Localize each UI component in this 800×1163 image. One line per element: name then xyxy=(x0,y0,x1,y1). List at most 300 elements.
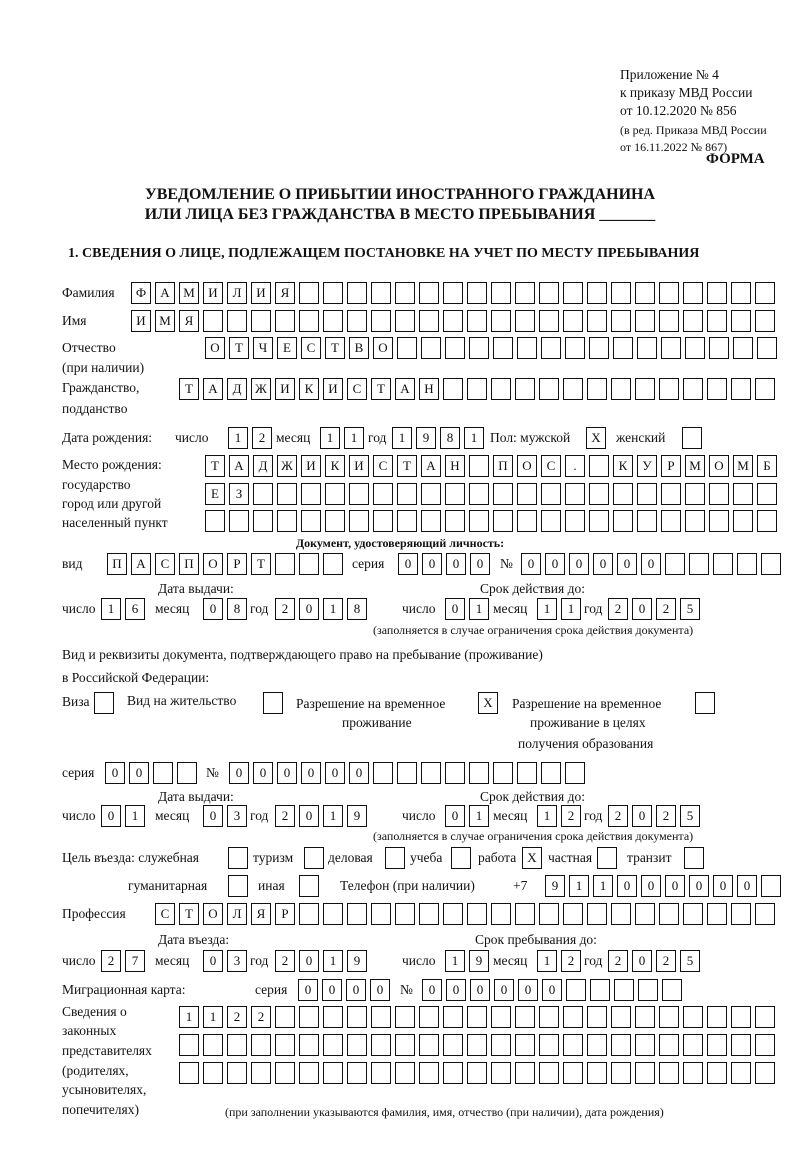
char-box[interactable] xyxy=(659,310,679,332)
char-box[interactable]: 1 xyxy=(203,1006,223,1028)
char-box[interactable] xyxy=(707,903,727,925)
char-box[interactable] xyxy=(371,903,391,925)
char-box[interactable]: А xyxy=(421,455,441,477)
char-box[interactable] xyxy=(589,337,609,359)
char-box[interactable] xyxy=(203,1034,223,1056)
char-box[interactable] xyxy=(323,1006,343,1028)
char-box[interactable] xyxy=(467,282,487,304)
char-box[interactable]: И xyxy=(251,282,271,304)
char-box[interactable]: А xyxy=(395,378,415,400)
char-box[interactable] xyxy=(179,1034,199,1056)
char-box[interactable]: 2 xyxy=(561,805,581,827)
char-box[interactable]: 5 xyxy=(680,950,700,972)
char-box[interactable]: 0 xyxy=(398,553,418,575)
char-box[interactable] xyxy=(731,310,751,332)
char-box[interactable] xyxy=(467,1034,487,1056)
char-box[interactable]: И xyxy=(275,378,295,400)
char-box[interactable] xyxy=(395,1062,415,1084)
char-box[interactable] xyxy=(661,483,681,505)
char-box[interactable]: 9 xyxy=(545,875,565,897)
char-box[interactable]: 1 xyxy=(320,427,340,449)
char-box[interactable] xyxy=(587,1034,607,1056)
checkbox[interactable] xyxy=(304,847,324,869)
char-box[interactable] xyxy=(662,979,682,1001)
char-box[interactable]: Р xyxy=(227,553,247,575)
char-box[interactable] xyxy=(227,1062,247,1084)
char-box[interactable] xyxy=(397,483,417,505)
char-box[interactable] xyxy=(299,1062,319,1084)
char-box[interactable] xyxy=(395,903,415,925)
char-box[interactable]: 0 xyxy=(641,553,661,575)
char-box[interactable] xyxy=(443,1062,463,1084)
char-box[interactable] xyxy=(421,510,441,532)
char-box[interactable] xyxy=(299,903,319,925)
char-box[interactable] xyxy=(635,1062,655,1084)
char-box[interactable] xyxy=(563,1006,583,1028)
char-box[interactable] xyxy=(755,903,775,925)
char-box[interactable]: П xyxy=(179,553,199,575)
char-box[interactable] xyxy=(371,1062,391,1084)
char-box[interactable]: . xyxy=(565,455,585,477)
char-box[interactable]: 1 xyxy=(323,805,343,827)
char-box[interactable]: 2 xyxy=(656,805,676,827)
char-box[interactable] xyxy=(421,762,441,784)
char-box[interactable] xyxy=(637,337,657,359)
char-box[interactable] xyxy=(587,1006,607,1028)
char-box[interactable] xyxy=(491,378,511,400)
char-box[interactable] xyxy=(445,510,465,532)
char-box[interactable]: 0 xyxy=(299,598,319,620)
char-box[interactable] xyxy=(153,762,173,784)
char-box[interactable]: 0 xyxy=(641,875,661,897)
char-box[interactable]: 2 xyxy=(608,950,628,972)
char-box[interactable] xyxy=(491,1034,511,1056)
char-box[interactable]: 0 xyxy=(617,875,637,897)
char-box[interactable] xyxy=(565,510,585,532)
char-box[interactable] xyxy=(565,337,585,359)
char-box[interactable]: Е xyxy=(205,483,225,505)
char-box[interactable] xyxy=(347,282,367,304)
char-box[interactable] xyxy=(179,1062,199,1084)
char-box[interactable] xyxy=(589,510,609,532)
char-box[interactable] xyxy=(205,510,225,532)
char-box[interactable] xyxy=(563,310,583,332)
char-box[interactable] xyxy=(301,483,321,505)
char-box[interactable] xyxy=(683,310,703,332)
char-box[interactable] xyxy=(491,1006,511,1028)
char-box[interactable] xyxy=(253,483,273,505)
char-box[interactable]: 0 xyxy=(253,762,273,784)
checkbox[interactable]: X xyxy=(478,692,498,714)
char-box[interactable] xyxy=(737,553,757,575)
char-box[interactable] xyxy=(493,762,513,784)
char-box[interactable] xyxy=(517,337,537,359)
char-box[interactable]: К xyxy=(299,378,319,400)
char-box[interactable]: 0 xyxy=(277,762,297,784)
char-box[interactable]: Д xyxy=(227,378,247,400)
checkbox[interactable] xyxy=(684,847,704,869)
char-box[interactable]: И xyxy=(301,455,321,477)
char-box[interactable]: 0 xyxy=(322,979,342,1001)
char-box[interactable]: С xyxy=(347,378,367,400)
checkbox[interactable] xyxy=(299,875,319,897)
char-box[interactable] xyxy=(661,510,681,532)
char-box[interactable] xyxy=(373,762,393,784)
char-box[interactable] xyxy=(683,1034,703,1056)
char-box[interactable] xyxy=(275,310,295,332)
char-box[interactable] xyxy=(299,1034,319,1056)
char-box[interactable] xyxy=(227,310,247,332)
char-box[interactable] xyxy=(589,455,609,477)
char-box[interactable]: 1 xyxy=(537,950,557,972)
char-box[interactable] xyxy=(589,483,609,505)
char-box[interactable]: 9 xyxy=(416,427,436,449)
char-box[interactable]: 9 xyxy=(347,805,367,827)
char-box[interactable] xyxy=(587,378,607,400)
char-box[interactable] xyxy=(203,1062,223,1084)
char-box[interactable] xyxy=(613,483,633,505)
char-box[interactable] xyxy=(563,903,583,925)
char-box[interactable] xyxy=(587,903,607,925)
char-box[interactable]: 2 xyxy=(608,598,628,620)
char-box[interactable] xyxy=(469,483,489,505)
char-box[interactable]: 0 xyxy=(542,979,562,1001)
char-box[interactable]: 2 xyxy=(227,1006,247,1028)
char-box[interactable] xyxy=(611,310,631,332)
char-box[interactable] xyxy=(397,337,417,359)
char-box[interactable]: Е xyxy=(277,337,297,359)
char-box[interactable]: 1 xyxy=(464,427,484,449)
char-box[interactable]: Н xyxy=(445,455,465,477)
char-box[interactable]: 0 xyxy=(494,979,514,1001)
char-box[interactable]: Л xyxy=(227,903,247,925)
char-box[interactable]: 0 xyxy=(545,553,565,575)
char-box[interactable] xyxy=(707,1034,727,1056)
char-box[interactable]: Ч xyxy=(253,337,273,359)
char-box[interactable]: Н xyxy=(419,378,439,400)
char-box[interactable] xyxy=(613,337,633,359)
char-box[interactable]: 0 xyxy=(370,979,390,1001)
char-box[interactable] xyxy=(177,762,197,784)
char-box[interactable]: 0 xyxy=(713,875,733,897)
char-box[interactable] xyxy=(635,282,655,304)
checkbox[interactable] xyxy=(228,847,248,869)
char-box[interactable] xyxy=(445,337,465,359)
char-box[interactable]: М xyxy=(155,310,175,332)
char-box[interactable] xyxy=(709,337,729,359)
char-box[interactable] xyxy=(277,510,297,532)
char-box[interactable] xyxy=(707,378,727,400)
char-box[interactable]: 0 xyxy=(105,762,125,784)
char-box[interactable] xyxy=(659,282,679,304)
char-box[interactable]: 0 xyxy=(445,598,465,620)
char-box[interactable]: 2 xyxy=(275,598,295,620)
char-box[interactable]: 0 xyxy=(445,805,465,827)
char-box[interactable] xyxy=(421,483,441,505)
char-box[interactable] xyxy=(515,310,535,332)
char-box[interactable] xyxy=(659,1006,679,1028)
char-box[interactable]: 0 xyxy=(422,553,442,575)
char-box[interactable] xyxy=(539,1034,559,1056)
char-box[interactable]: 2 xyxy=(275,805,295,827)
char-box[interactable]: 1 xyxy=(344,427,364,449)
char-box[interactable] xyxy=(493,510,513,532)
char-box[interactable]: 0 xyxy=(470,979,490,1001)
char-box[interactable] xyxy=(685,510,705,532)
char-box[interactable]: 2 xyxy=(101,950,121,972)
checkbox[interactable] xyxy=(451,847,471,869)
char-box[interactable]: С xyxy=(301,337,321,359)
char-box[interactable] xyxy=(731,282,751,304)
char-box[interactable] xyxy=(301,510,321,532)
checkbox[interactable] xyxy=(263,692,283,714)
char-box[interactable] xyxy=(683,282,703,304)
char-box[interactable] xyxy=(539,378,559,400)
char-box[interactable] xyxy=(299,553,319,575)
char-box[interactable] xyxy=(443,378,463,400)
char-box[interactable] xyxy=(467,903,487,925)
char-box[interactable]: А xyxy=(131,553,151,575)
char-box[interactable] xyxy=(347,903,367,925)
char-box[interactable] xyxy=(517,762,537,784)
char-box[interactable] xyxy=(565,762,585,784)
char-box[interactable] xyxy=(275,1062,295,1084)
char-box[interactable]: 9 xyxy=(347,950,367,972)
char-box[interactable] xyxy=(251,310,271,332)
char-box[interactable] xyxy=(733,483,753,505)
char-box[interactable] xyxy=(659,1034,679,1056)
char-box[interactable] xyxy=(491,903,511,925)
char-box[interactable]: Т xyxy=(371,378,391,400)
char-box[interactable]: 1 xyxy=(125,805,145,827)
char-box[interactable] xyxy=(323,553,343,575)
char-box[interactable]: 1 xyxy=(537,805,557,827)
char-box[interactable] xyxy=(299,310,319,332)
char-box[interactable] xyxy=(541,483,561,505)
char-box[interactable] xyxy=(638,979,658,1001)
char-box[interactable] xyxy=(277,483,297,505)
char-box[interactable] xyxy=(707,282,727,304)
char-box[interactable] xyxy=(757,483,777,505)
char-box[interactable]: С xyxy=(373,455,393,477)
char-box[interactable]: П xyxy=(493,455,513,477)
char-box[interactable] xyxy=(467,378,487,400)
char-box[interactable]: 2 xyxy=(275,950,295,972)
char-box[interactable]: 0 xyxy=(325,762,345,784)
char-box[interactable] xyxy=(587,1062,607,1084)
char-box[interactable] xyxy=(539,310,559,332)
char-box[interactable]: С xyxy=(155,903,175,925)
char-box[interactable]: У xyxy=(637,455,657,477)
char-box[interactable]: 2 xyxy=(561,950,581,972)
char-box[interactable] xyxy=(755,378,775,400)
char-box[interactable] xyxy=(515,282,535,304)
char-box[interactable] xyxy=(515,1006,535,1028)
char-box[interactable]: 2 xyxy=(656,598,676,620)
char-box[interactable] xyxy=(659,1062,679,1084)
char-box[interactable]: 0 xyxy=(129,762,149,784)
char-box[interactable] xyxy=(373,483,393,505)
char-box[interactable]: 0 xyxy=(229,762,249,784)
char-box[interactable]: 1 xyxy=(101,598,121,620)
char-box[interactable]: О xyxy=(517,455,537,477)
char-box[interactable]: 0 xyxy=(203,598,223,620)
char-box[interactable]: О xyxy=(203,553,223,575)
char-box[interactable] xyxy=(227,1034,247,1056)
char-box[interactable]: 2 xyxy=(252,427,272,449)
char-box[interactable] xyxy=(325,483,345,505)
char-box[interactable] xyxy=(761,553,781,575)
char-box[interactable] xyxy=(755,310,775,332)
char-box[interactable] xyxy=(611,903,631,925)
char-box[interactable]: М xyxy=(179,282,199,304)
char-box[interactable] xyxy=(733,510,753,532)
char-box[interactable] xyxy=(755,1034,775,1056)
char-box[interactable] xyxy=(419,1062,439,1084)
char-box[interactable] xyxy=(539,1062,559,1084)
char-box[interactable] xyxy=(467,310,487,332)
char-box[interactable]: Л xyxy=(227,282,247,304)
char-box[interactable] xyxy=(541,337,561,359)
char-box[interactable] xyxy=(419,1034,439,1056)
char-box[interactable]: Ж xyxy=(277,455,297,477)
char-box[interactable]: М xyxy=(685,455,705,477)
char-box[interactable] xyxy=(371,310,391,332)
char-box[interactable]: 0 xyxy=(518,979,538,1001)
char-box[interactable] xyxy=(563,1034,583,1056)
char-box[interactable]: Д xyxy=(253,455,273,477)
char-box[interactable]: Т xyxy=(205,455,225,477)
char-box[interactable] xyxy=(713,553,733,575)
char-box[interactable] xyxy=(445,483,465,505)
char-box[interactable] xyxy=(469,762,489,784)
char-box[interactable]: К xyxy=(325,455,345,477)
char-box[interactable] xyxy=(611,1006,631,1028)
char-box[interactable]: 0 xyxy=(301,762,321,784)
char-box[interactable] xyxy=(731,1034,751,1056)
char-box[interactable] xyxy=(683,1062,703,1084)
char-box[interactable]: Я xyxy=(251,903,271,925)
char-box[interactable] xyxy=(683,903,703,925)
char-box[interactable]: 0 xyxy=(203,950,223,972)
char-box[interactable] xyxy=(299,282,319,304)
char-box[interactable] xyxy=(397,762,417,784)
char-box[interactable] xyxy=(761,875,781,897)
char-box[interactable]: 0 xyxy=(689,875,709,897)
char-box[interactable]: 1 xyxy=(323,950,343,972)
char-box[interactable]: Я xyxy=(179,310,199,332)
checkbox[interactable] xyxy=(385,847,405,869)
char-box[interactable] xyxy=(541,510,561,532)
char-box[interactable] xyxy=(613,510,633,532)
char-box[interactable] xyxy=(755,1006,775,1028)
char-box[interactable]: А xyxy=(203,378,223,400)
char-box[interactable]: 0 xyxy=(593,553,613,575)
char-box[interactable] xyxy=(275,553,295,575)
char-box[interactable] xyxy=(395,1006,415,1028)
char-box[interactable] xyxy=(685,337,705,359)
char-box[interactable] xyxy=(709,510,729,532)
char-box[interactable]: 0 xyxy=(617,553,637,575)
char-box[interactable]: К xyxy=(613,455,633,477)
char-box[interactable]: 0 xyxy=(569,553,589,575)
char-box[interactable] xyxy=(419,903,439,925)
char-box[interactable] xyxy=(539,903,559,925)
char-box[interactable]: 8 xyxy=(227,598,247,620)
char-box[interactable] xyxy=(395,1034,415,1056)
char-box[interactable] xyxy=(563,378,583,400)
char-box[interactable] xyxy=(635,310,655,332)
char-box[interactable] xyxy=(347,310,367,332)
char-box[interactable] xyxy=(419,1006,439,1028)
char-box[interactable] xyxy=(614,979,634,1001)
char-box[interactable] xyxy=(467,1062,487,1084)
char-box[interactable] xyxy=(275,1006,295,1028)
char-box[interactable] xyxy=(731,903,751,925)
char-box[interactable] xyxy=(515,1062,535,1084)
char-box[interactable]: 0 xyxy=(203,805,223,827)
char-box[interactable] xyxy=(587,310,607,332)
char-box[interactable] xyxy=(347,1034,367,1056)
char-box[interactable] xyxy=(637,510,657,532)
char-box[interactable] xyxy=(491,282,511,304)
char-box[interactable] xyxy=(709,483,729,505)
char-box[interactable] xyxy=(323,282,343,304)
char-box[interactable]: 1 xyxy=(593,875,613,897)
char-box[interactable]: 0 xyxy=(422,979,442,1001)
char-box[interactable]: 0 xyxy=(101,805,121,827)
char-box[interactable] xyxy=(517,510,537,532)
char-box[interactable] xyxy=(349,483,369,505)
char-box[interactable]: 3 xyxy=(227,950,247,972)
char-box[interactable]: Т xyxy=(325,337,345,359)
char-box[interactable]: 1 xyxy=(561,598,581,620)
char-box[interactable] xyxy=(731,1062,751,1084)
char-box[interactable]: И xyxy=(349,455,369,477)
char-box[interactable]: З xyxy=(229,483,249,505)
char-box[interactable] xyxy=(707,1006,727,1028)
char-box[interactable]: 9 xyxy=(469,950,489,972)
char-box[interactable] xyxy=(757,510,777,532)
char-box[interactable] xyxy=(611,378,631,400)
char-box[interactable] xyxy=(373,510,393,532)
char-box[interactable] xyxy=(419,310,439,332)
char-box[interactable] xyxy=(323,903,343,925)
checkbox[interactable] xyxy=(597,847,617,869)
char-box[interactable] xyxy=(539,1006,559,1028)
char-box[interactable]: 0 xyxy=(446,553,466,575)
char-box[interactable] xyxy=(635,378,655,400)
char-box[interactable] xyxy=(371,1006,391,1028)
char-box[interactable] xyxy=(371,1034,391,1056)
char-box[interactable]: 0 xyxy=(632,598,652,620)
char-box[interactable] xyxy=(611,1062,631,1084)
char-box[interactable]: 3 xyxy=(227,805,247,827)
char-box[interactable]: Т xyxy=(229,337,249,359)
char-box[interactable] xyxy=(299,1006,319,1028)
char-box[interactable] xyxy=(491,310,511,332)
char-box[interactable] xyxy=(587,282,607,304)
char-box[interactable] xyxy=(517,483,537,505)
char-box[interactable] xyxy=(493,337,513,359)
char-box[interactable]: Р xyxy=(661,455,681,477)
char-box[interactable] xyxy=(611,282,631,304)
char-box[interactable] xyxy=(395,282,415,304)
char-box[interactable] xyxy=(563,1062,583,1084)
char-box[interactable]: 0 xyxy=(632,950,652,972)
char-box[interactable] xyxy=(563,282,583,304)
char-box[interactable] xyxy=(707,1062,727,1084)
